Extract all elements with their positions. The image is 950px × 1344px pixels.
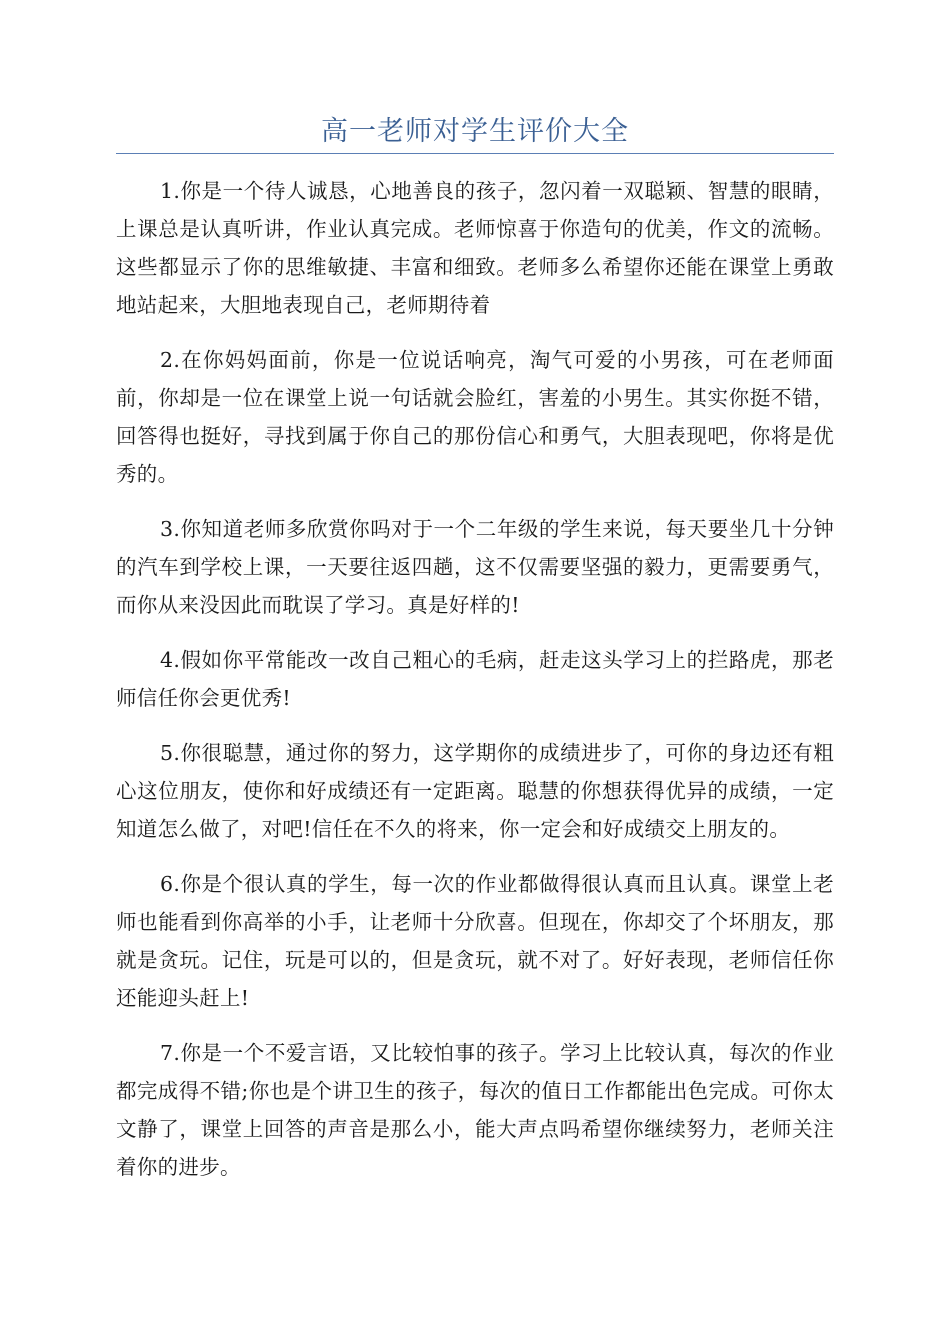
title-divider (116, 153, 834, 154)
paragraph-2: 2.在你妈妈面前，你是一位说话响亮，淘气可爱的小男孩，可在老师面前，你却是一位在课堂上说一句话就会脸红，害羞的小男生。其实你挺不错，回答得也挺好，寻找到属于你自己的那份信心和勇气，大胆表现吧，你将是优秀的。 (116, 348, 834, 486)
paragraph-5: 5.你很聪慧，通过你的努力，这学期你的成绩进步了，可你的身边还有粗心这位朋友，使你和好成绩还有一定距离。聪慧的你想获得优异的成绩，一定知道怎么做了，对吧!信任在不久的将来，你一定会和好成绩交上朋友的。 (116, 741, 834, 841)
paragraph-7: 7.你是一个不爱言语，又比较怕事的孩子。学习上比较认真，每次的作业都完成得不错;你也是个讲卫生的孩子，每次的值日工作都能出色完成。可你太文静了，课堂上回答的声音是那么小，能大声点吗希望你继续努力，老师关注着你的进步。 (116, 1041, 834, 1179)
document-body (116, 172, 834, 1203)
paragraph-3: 3.你知道老师多欣赏你吗对于一个二年级的学生来说，每天要坐几十分钟的汽车到学校上课，一天要往返四趟，这不仅需要坚强的毅力，更需要勇气，而你从来没因此而耽误了学习。真是好样的! (116, 517, 834, 617)
paragraph-1: 1.你是一个待人诚恳，心地善良的孩子，忽闪着一双聪颖、智慧的眼睛，上课总是认真听讲，作业认真完成。老师惊喜于你造句的优美，作文的流畅。这些都显示了你的思维敏捷、丰富和细致。老师多么希望你还能在课堂上勇敢地站起来，大胆地表现自己，老师期待着 (116, 179, 834, 317)
paragraph-4: 4.假如你平常能改一改自己粗心的毛病，赶走这头学习上的拦路虎，那老师信任你会更优秀! (116, 648, 834, 710)
document-title: 高一老师对学生评价大全 (321, 116, 629, 147)
paragraph-6: 6.你是个很认真的学生，每一次的作业都做得很认真而且认真。课堂上老师也能看到你高举的小手，让老师十分欣喜。但现在，你却交了个坏朋友，那就是贪玩。记住，玩是可以的，但是贪玩，就不对了。好好表现，老师信任你还能迎头赶上! (116, 872, 834, 1010)
